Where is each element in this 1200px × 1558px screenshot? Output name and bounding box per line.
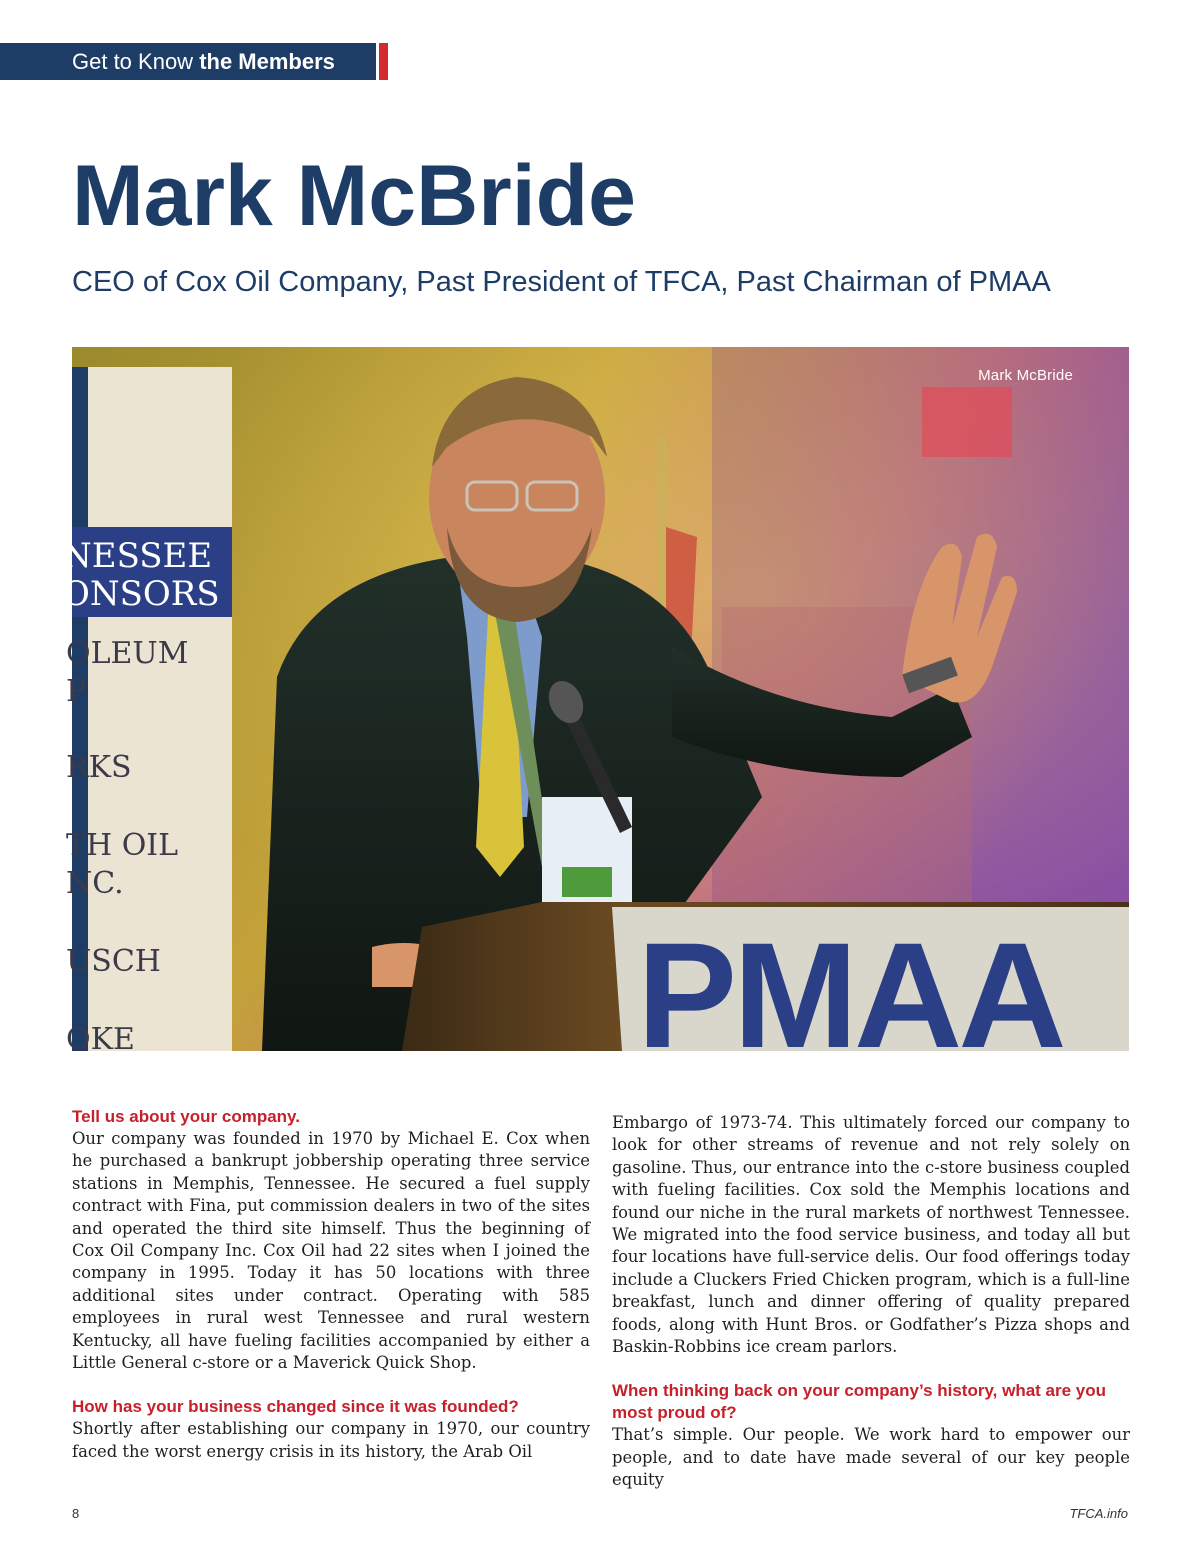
footer-site: TFCA.info xyxy=(1069,1506,1128,1521)
article-photo xyxy=(62,347,1129,1079)
banner-line-0: NESSEE xyxy=(62,536,213,576)
section-tab-accent xyxy=(379,43,388,80)
article-column-left xyxy=(72,1106,590,1463)
question-1: Tell us about your company. xyxy=(72,1107,300,1126)
section-tab xyxy=(0,43,376,80)
section-tab-prefix: Get to Know xyxy=(72,49,200,74)
section-tab-bold: the Members xyxy=(199,49,335,74)
photo-caption: Mark McBride xyxy=(978,367,1073,384)
question-3: When thinking back on your company’s history, what are you most proud of? xyxy=(612,1381,1107,1423)
photo-illustration xyxy=(62,347,1129,1079)
banner-line-1: ONSORS xyxy=(62,574,220,614)
question-2: How has your business changed since it was founded? xyxy=(72,1397,519,1417)
banner-line-7: USCH xyxy=(66,944,161,979)
banner-line-4: RKS xyxy=(66,750,132,785)
banner-line-5: TH OIL xyxy=(66,828,179,863)
article-subtitle: CEO of Cox Oil Company, Past President of TFCA, Past Chairman of PMAA xyxy=(72,266,1051,298)
banner-line-2: OLEUM xyxy=(66,636,189,671)
article-column-right xyxy=(612,1112,1130,1492)
answer-1: Our company was founded in 1970 by Michael E. Cox when he purchased a bankrupt jobbership operating three service stations in Memphis, Tennessee. He secured a fuel supply contract with Fina, put commission dealers in two of the sites and operated the third site himself. Thus the beginning of Cox Oil Company Inc. Cox Oil had 22 sites when I joined the company in 1995. Today it has 50 locations with three additional sites under contract. Operating with 585 employees in rural west Tennessee and rural western Kentucky, all have fueling facilities accompanied by either a Little General c-store or a Maverick Quick Shop. xyxy=(72,1129,590,1373)
page-number: 8 xyxy=(72,1506,80,1521)
podium-logo xyxy=(637,911,1063,1079)
answer-3: That’s simple. Our people. We work hard to empower our people, and to date have made several of our key people equity xyxy=(612,1425,1130,1490)
banner-line-8: OKE xyxy=(66,1022,135,1057)
podium-logo-text: PMAA xyxy=(637,911,1063,1079)
answer-2-part-1: Shortly after establishing our company in 1970, our country faced the worst energy crisis in its history, the Arab Oil xyxy=(72,1419,590,1461)
article-title: Mark McBride xyxy=(72,148,636,244)
answer-2-part-2: Embargo of 1973-74. This ultimately forced our company to look for other streams of revenue and not rely solely on gasoline. Thus, our entrance into the c-store business coupled with fueling facilities. Cox sold the Memphis locations and found our niche in the rural markets of northwest Tennessee. We migrated into the food service business, and today all but four locations have full-service delis. Our food offerings today include a Cluckers Fried Chicken program, which is a full-line breakfast, lunch and dinner offering of quality prepared foods, along with Hunt Bros. or Godfather’s Pizza shops and Baskin-Robbins ice cream parlors. xyxy=(612,1113,1130,1357)
banner-line-6: NC. xyxy=(66,866,124,901)
banner-line-3: P xyxy=(66,674,87,709)
